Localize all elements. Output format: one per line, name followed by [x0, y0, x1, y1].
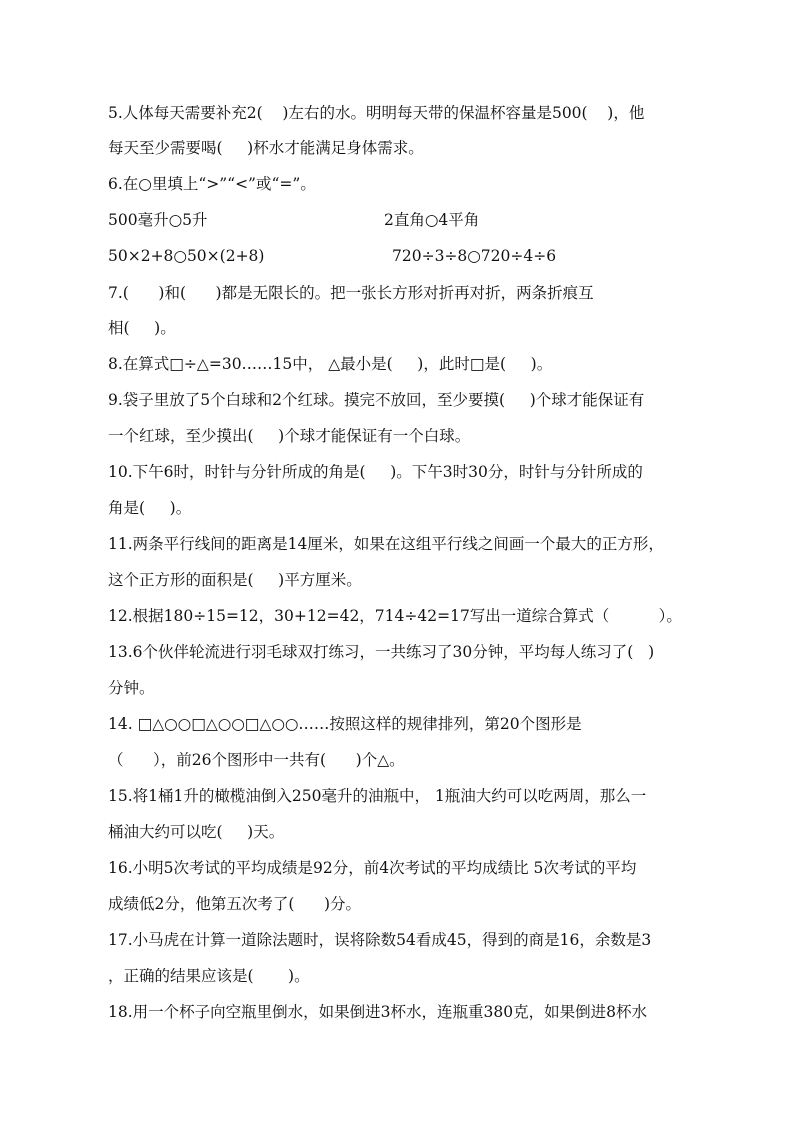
q13-line-2: 分钟。 — [108, 679, 155, 697]
q12-line: 12.根据180÷15=12，30+12=42，714÷42=17写出一道综合算式（ ）。 — [108, 607, 682, 625]
q9-line-2: 一个红球，至少摸出( )个球才能保证有一个白球。 — [108, 427, 471, 445]
q6-title: 6.在○里填上“>”“<”或“=”。 — [108, 175, 316, 193]
q15-line-2: 桶油大约可以吃( )天。 — [108, 823, 285, 841]
q9-line-1: 9.袋子里放了5个白球和2个红球。摸完不放回，至少要摸( )个球才能保证有 — [108, 391, 645, 409]
q7-line-2: 相( )。 — [108, 319, 176, 337]
q6-item-1: 500毫升○5升 — [108, 211, 208, 229]
q18-line-1: 18.用一个杯子向空瓶里倒水，如果倒进3杯水，连瓶重380克，如果倒进8杯水 — [108, 1003, 647, 1021]
q14-line-2: （ ），前26个图形中一共有( )个△。 — [108, 751, 405, 769]
q13-line-1: 13.6个伙伴轮流进行羽毛球双打练习，一共练习了30分钟，平均每人练习了( ) — [108, 643, 655, 661]
q17-line-2: ，正确的结果应该是( )。 — [108, 967, 310, 985]
q5-line-2: 每天至少需要喝( )杯水才能满足身体需求。 — [108, 139, 424, 157]
q16-line-2: 成绩低2分，他第五次考了( )分。 — [108, 895, 362, 913]
q14-line-1: 14. □△○○□△○○□△○○……按照这样的规律排列，第20个图形是 — [108, 715, 582, 733]
q6-item-4: 720÷3÷8○720÷4÷6 — [392, 247, 557, 265]
q15-line-1: 15.将1桶1升的橄榄油倒入250毫升的油瓶中， 1瓶油大约可以吃两周，那么一 — [108, 787, 647, 805]
q5-line-1: 5.人体每天需要补充2( )左右的水。明明每天带的保温杯容量是500( )，他 — [108, 104, 645, 122]
q6-item-2: 2直角○4平角 — [384, 211, 480, 229]
q10-line-2: 角是( )。 — [108, 499, 192, 517]
q11-line-2: 这个正方形的面积是( )平方厘米。 — [108, 571, 362, 589]
q16-line-1: 16.小明5次考试的平均成绩是92分，前4次考试的平均成绩比 5次考试的平均 — [108, 859, 637, 877]
q6-item-3: 50×2+8○50×(2+8) — [108, 247, 265, 265]
q17-line-1: 17.小马虎在计算一道除法题时，误将除数54看成45，得到的商是16，余数是3 — [108, 931, 652, 949]
q7-line-1: 7.( )和( )都是无限长的。把一张长方形对折再对折，两条折痕互 — [108, 284, 594, 302]
q8-line: 8.在算式□÷△=30……15中， △最小是( )，此时□是( )。 — [108, 355, 553, 373]
q10-line-1: 10.下午6时，时针与分针所成的角是( )。下午3时30分，时针与分针所成的 — [108, 463, 643, 481]
q11-line-1: 11.两条平行线间的距离是14厘米，如果在这组平行线之间画一个最大的正方形， — [108, 535, 664, 553]
